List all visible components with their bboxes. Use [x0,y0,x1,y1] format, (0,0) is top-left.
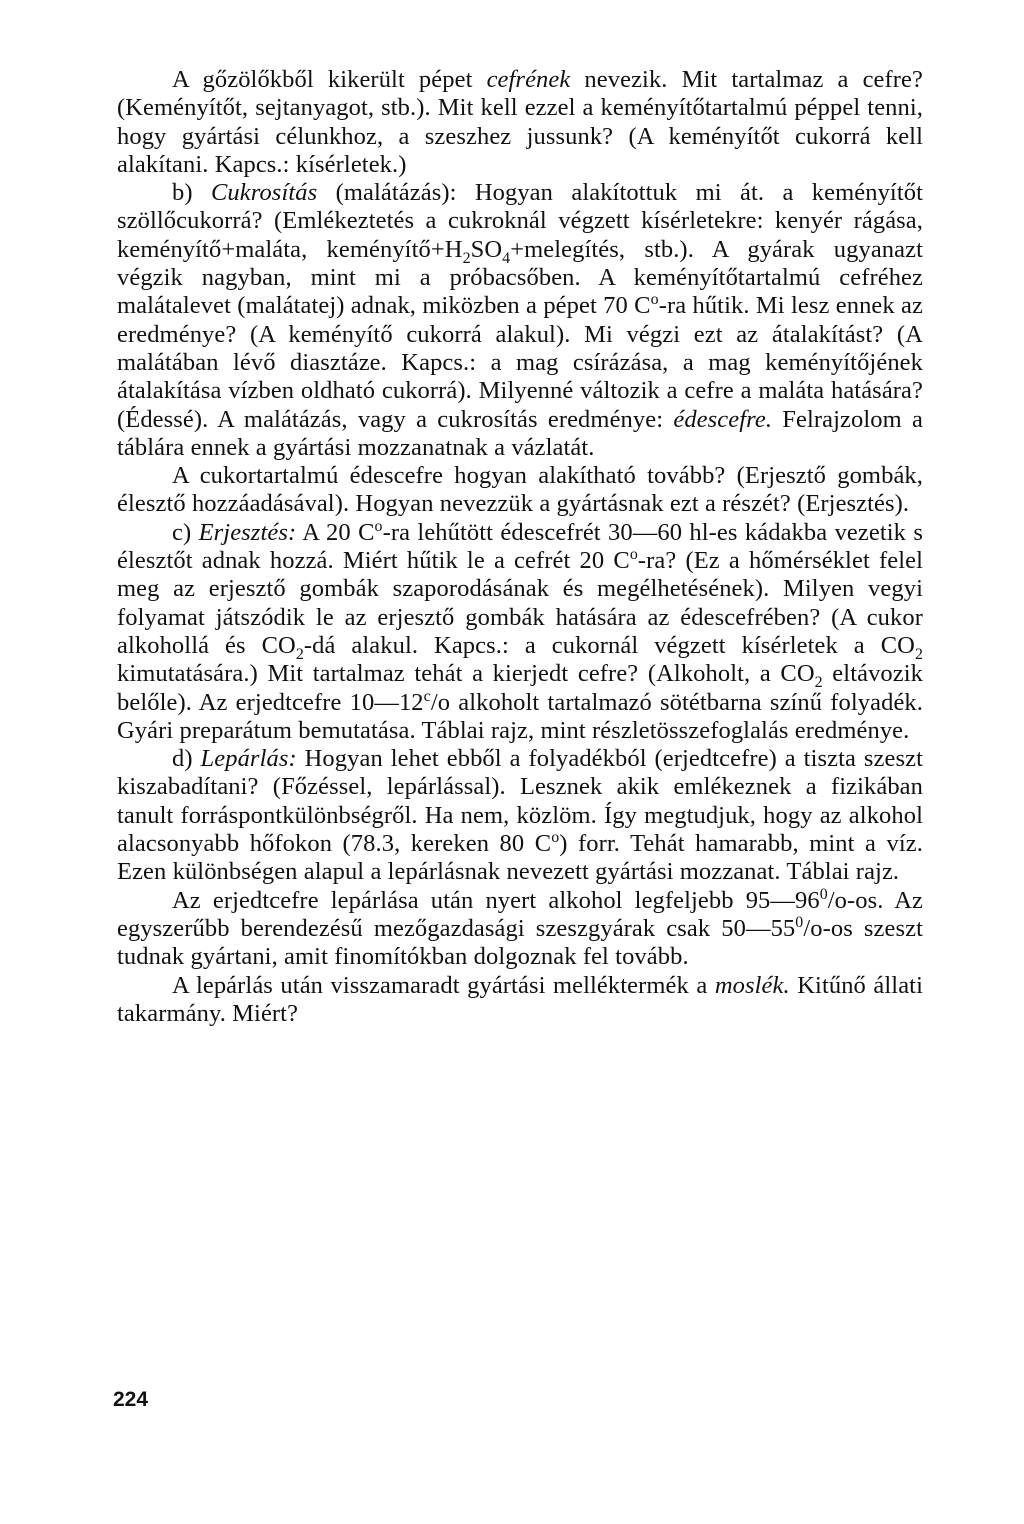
text-segment: d) [172,745,201,773]
text-segment: eltávozik belőle). Az erjedtcefre 10—12 [117,660,924,716]
page-number: 224 [113,1388,149,1411]
text-segment: cefrének [486,66,571,93]
paragraph-p4 [117,519,923,745]
text-segment: o [374,517,383,535]
text-segment: /o-os szeszt tudnak gyártani, amit finomítókban dolgoznak fel tovább. [117,914,924,971]
text-segment: Erjesztés: [198,518,297,546]
text-segment: Felrajzolom a táblára ennek a gyártási mozzanatnak a vázlatát. [117,405,923,461]
text-segment: SO [470,235,503,263]
paragraph-p6 [117,887,923,972]
text-segment: +melegítés, stb.). A gyárak ugyanazt végzik nagyban, mint mi a próbacsőben. A keményítőtartalmú cefréhez malátalevet (malátatej) adnak, miközben a pépet 70 C [117,235,923,320]
text-segment: 0 [795,913,804,931]
text-segment: Az erjedtcefre lepárlása után nyert alkohol legfeljebb 95—96 [172,886,820,914]
text-segment: -ra? (Ez a hőmérséklet felel meg az erjesztő gombák szaporodásának és megélhetésének). Milyen vegyi folyamat játszódik le az erjesztő gombák hatására az édescefrében? (A cukor alkohollá és CO [117,547,924,659]
text-segment: A 20 C [296,518,375,546]
text-segment: (malátázás): Hogyan alakítottuk mi át. a keményítőt szöllőcukorrá? (Emlékeztetés a cukroknál végzett kísérletekre: kenyér rágása, keményítő+maláta, keményítő+H [117,179,923,263]
text-segment: -dá alakul. Kapcs.: a cukornál végzett kísérletek a CO [303,631,915,659]
text-segment: 2 [295,645,304,663]
text-segment: o [629,545,638,563]
text-segment: A gőzölőkből kikerült pépet [172,66,487,93]
text-segment: kimutatására.) Mit tartalmaz tehát a kierjedt cefre? (Alkoholt, a CO [117,660,815,688]
text-segment: Kitűnő állati takarmány. Miért? [117,971,923,1027]
paragraph-p5 [117,745,923,886]
text-segment: o [551,828,560,846]
text-segment: b) [172,179,211,207]
text-segment: c) [172,518,199,546]
text-segment: édescefre. [673,405,773,433]
text-segment: /o-os. Az egyszerűbb berendezésű mezőgazdasági szeszgyárak csak 50—55 [117,886,923,942]
text-segment: 2 [914,645,923,663]
text-segment: /o alkoholt tartalmazó sötétbarna színű folyadék. Gyári preparátum bemutatása. Táblai rajz, mint részletösszefoglalás eredménye. [117,688,923,744]
text-segment: nevezik. Mit tartalmaz a cefre? (Keményítőt, sejtanyagot, stb.). Mit kell ezzel a keményítőtartalmú péppel tenni, hogy gyártási célunkhoz, a szeszhez jussunk? (A keményítőt cukorrá kell alakítani. Kapcs.: kísérletek.) [117,66,923,178]
text-segment: 2 [814,674,823,692]
text-segment: 4 [502,249,511,267]
page-body [117,66,923,1028]
text-segment: 0 [819,885,828,903]
text-segment: Hogyan lehet ebből a folyadékból (erjedtcefre) a tiszta szeszt kiszabadítani? (Főzéssel, lepárlással). Lesznek akik emlékeznek a fizikában tanult forráspontkülönbségről. Ha nem, közlöm. Így megtudjuk, hogy az alkohol alacsonyabb hőfokon (78.3, kereken 80 C [117,745,923,858]
text-segment: 2 [462,249,471,267]
text-segment: Cukrosítás [210,179,318,207]
text-segment: -ra hűtik. Mi lesz ennek az eredménye? (A keményítő cukorrá alakul). Mi végzi ezt az átalakítást? (A malátában lévő diasztáze. Kapcs.: a mag csírázása, a mag keményítőjének átalakítása vízben oldható cukorrá). Milyenné változik a cefre a maláta hatására? (Édessé). A malátázás, vagy a cukrosítás eredménye: [117,292,923,433]
text-segment: c [423,687,431,705]
paragraph-p2 [117,179,923,462]
paragraph-p7 [117,972,923,1029]
text-segment: A cukortartalmú édescefre hogyan alakítható tovább? (Erjesztő gombák, élesztő hozzáadásával). Hogyan nevezzük a gyártásnak ezt a részét? (Erjesztés). [117,462,923,518]
text-segment: o [650,291,659,309]
text-segment: ) forr. Tehát hamarabb, mint a víz. Ezen különbségen alapul a lepárlásnak nevezett gyártási mozzanat. Táblai rajz. [117,830,923,886]
text-segment: Lepárlás: [200,745,297,773]
text-segment: A lepárlás után visszamaradt gyártási melléktermék a [172,971,715,999]
text-segment: -ra lehűtött édescefrét 30—60 hl-es kádakba vezetik s élesztőt adnak hozzá. Miért hűtik le a cefrét 20 C [117,518,923,575]
paragraph-p3 [117,462,923,519]
paragraph-p1 [117,66,923,179]
text-segment: moslék. [714,971,790,999]
